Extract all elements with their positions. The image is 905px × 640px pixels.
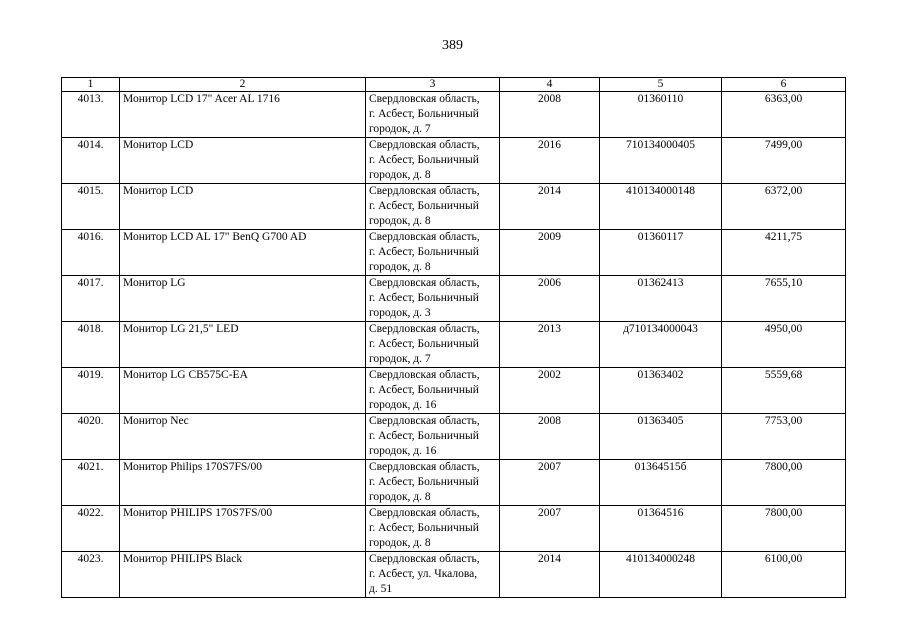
item-address: Свердловская область, г. Асбест, Больничный городок, д. 8 <box>366 460 500 506</box>
item-year: 2014 <box>500 552 600 598</box>
inventory-number: 01363405 <box>600 414 722 460</box>
item-cost: 7800,00 <box>722 506 846 552</box>
row-number: 4018. <box>62 322 120 368</box>
item-cost: 4950,00 <box>722 322 846 368</box>
table-row <box>62 138 846 184</box>
item-cost: 6372,00 <box>722 184 846 230</box>
item-name: Монитор LCD AL 17" BenQ G700 AD <box>120 230 366 276</box>
row-number: 4020. <box>62 414 120 460</box>
table-row <box>62 276 846 322</box>
item-address: Свердловская область, г. Асбест, Больничный городок, д. 7 <box>366 92 500 138</box>
inventory-number: 01364515б <box>600 460 722 506</box>
item-year: 2006 <box>500 276 600 322</box>
item-address: Свердловская область, г. Асбест, Больничный городок, д. 8 <box>366 184 500 230</box>
table-body <box>62 92 846 598</box>
table-row <box>62 92 846 138</box>
inventory-number: 01360110 <box>600 92 722 138</box>
registry-table <box>61 77 846 598</box>
item-cost: 7655,10 <box>722 276 846 322</box>
header-row <box>62 78 846 92</box>
table-header <box>62 78 846 92</box>
table-row <box>62 552 846 598</box>
table-row <box>62 368 846 414</box>
item-year: 2008 <box>500 414 600 460</box>
table-row <box>62 414 846 460</box>
inventory-number: 01363402 <box>600 368 722 414</box>
item-name: Монитор LG <box>120 276 366 322</box>
item-name: Монитор LCD <box>120 138 366 184</box>
inventory-number: 410134000148 <box>600 184 722 230</box>
row-number: 4023. <box>62 552 120 598</box>
item-cost: 7753,00 <box>722 414 846 460</box>
item-year: 2007 <box>500 506 600 552</box>
row-number: 4022. <box>62 506 120 552</box>
item-cost: 7499,00 <box>722 138 846 184</box>
row-number: 4013. <box>62 92 120 138</box>
item-address: Свердловская область, г. Асбест, Больничный городок, д. 16 <box>366 368 500 414</box>
item-year: 2016 <box>500 138 600 184</box>
item-address: Свердловская область, г. Асбест, Больничный городок, д. 8 <box>366 506 500 552</box>
column-header: 3 <box>366 78 500 92</box>
table-row <box>62 322 846 368</box>
item-name: Монитор LG CB575C-EA <box>120 368 366 414</box>
item-cost: 4211,75 <box>722 230 846 276</box>
item-year: 2008 <box>500 92 600 138</box>
item-address: Свердловская область, г. Асбест, Больничный городок, д. 8 <box>366 138 500 184</box>
inventory-number: д710134000043 <box>600 322 722 368</box>
table-row <box>62 230 846 276</box>
row-number: 4015. <box>62 184 120 230</box>
inventory-number: 01364516 <box>600 506 722 552</box>
item-year: 2007 <box>500 460 600 506</box>
column-header: 6 <box>722 78 846 92</box>
item-name: Монитор Nec <box>120 414 366 460</box>
item-year: 2009 <box>500 230 600 276</box>
item-address: Свердловская область, г. Асбест, Больничный городок, д. 3 <box>366 276 500 322</box>
row-number: 4017. <box>62 276 120 322</box>
item-name: Монитор LCD 17" Acer AL 1716 <box>120 92 366 138</box>
row-number: 4021. <box>62 460 120 506</box>
row-number: 4016. <box>62 230 120 276</box>
item-name: Монитор LCD <box>120 184 366 230</box>
item-year: 2014 <box>500 184 600 230</box>
item-address: Свердловская область, г. Асбест, Больничный городок, д. 16 <box>366 414 500 460</box>
item-year: 2013 <box>500 322 600 368</box>
page-number: 389 <box>442 38 463 53</box>
item-address: Свердловская область, г. Асбест, Больничный городок, д. 8 <box>366 230 500 276</box>
item-cost: 6363,00 <box>722 92 846 138</box>
item-cost: 6100,00 <box>722 552 846 598</box>
item-address: Свердловская область, г. Асбест, ул. Чкалова, д. 51 <box>366 552 500 598</box>
item-cost: 7800,00 <box>722 460 846 506</box>
inventory-number: 410134000248 <box>600 552 722 598</box>
item-name: Монитор PHILIPS Black <box>120 552 366 598</box>
item-year: 2002 <box>500 368 600 414</box>
column-header: 2 <box>120 78 366 92</box>
inventory-number: 01360117 <box>600 230 722 276</box>
item-name: Монитор LG 21,5" LED <box>120 322 366 368</box>
table-row <box>62 506 846 552</box>
column-header: 1 <box>62 78 120 92</box>
item-address: Свердловская область, г. Асбест, Больничный городок, д. 7 <box>366 322 500 368</box>
item-cost: 5559,68 <box>722 368 846 414</box>
row-number: 4019. <box>62 368 120 414</box>
column-header: 5 <box>600 78 722 92</box>
inventory-number: 710134000405 <box>600 138 722 184</box>
table-row <box>62 184 846 230</box>
column-header: 4 <box>500 78 600 92</box>
inventory-number: 01362413 <box>600 276 722 322</box>
row-number: 4014. <box>62 138 120 184</box>
table-row <box>62 460 846 506</box>
item-name: Монитор PHILIPS 170S7FS/00 <box>120 506 366 552</box>
item-name: Монитор Philips 170S7FS/00 <box>120 460 366 506</box>
